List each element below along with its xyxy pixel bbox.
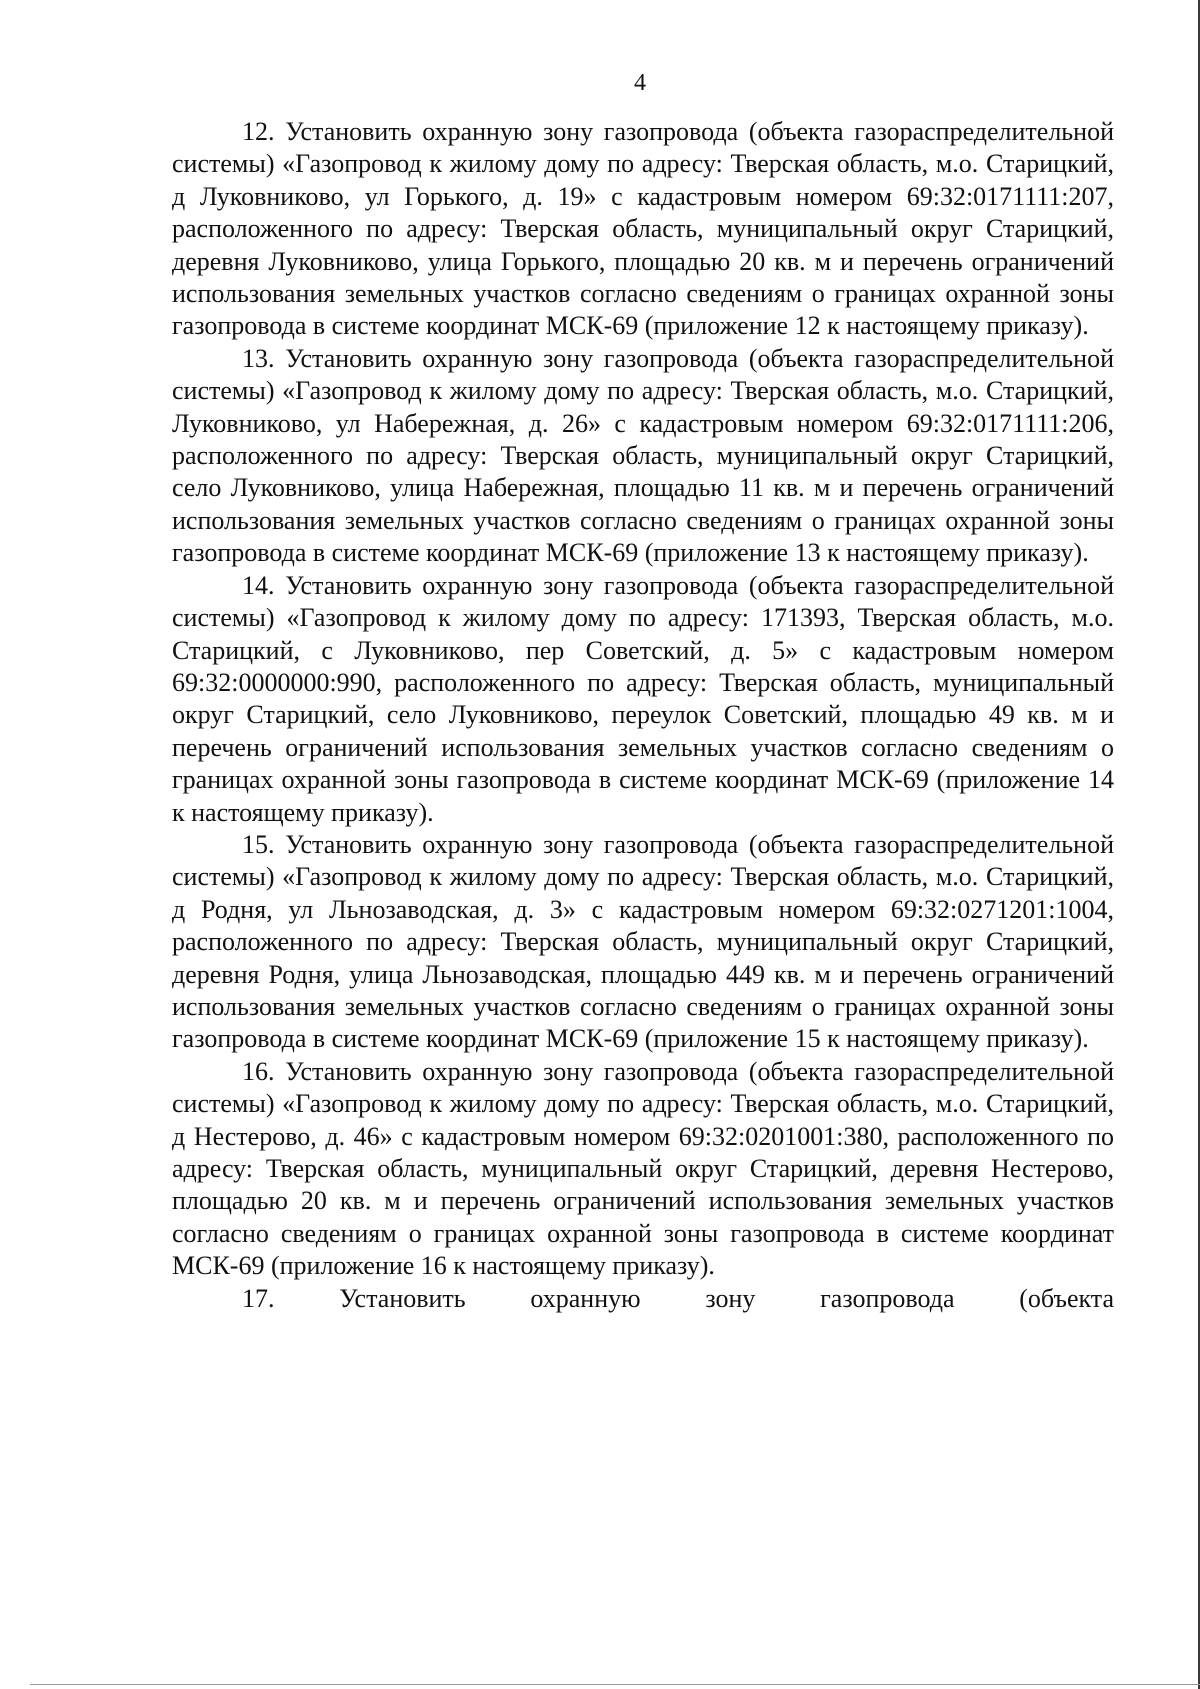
- page-number: 4: [634, 70, 646, 96]
- paragraph-15: 15. Установить охранную зону газопровода (объекта газораспределительной системы) «Газопровод к жилому дому по адресу: Тверская область, м.о. Старицкий, д Родня, ул Льнозаводская, д. 3» с кадастровым номером 69:32:0271201:1004, расположенного по адресу: Тверская область, муниципальный округ Старицкий, деревня Родня, улица Льнозаводская, площадью 449 кв. м и перечень ограничений использования земельных участков согласно сведениям о границах охранной зоны газопровода в системе координат МСК-69 (приложение 15 к настоящему приказу).: [172, 829, 1114, 1054]
- paragraph-12: 12. Установить охранную зону газопровода (объекта газораспределительной системы) «Газопровод к жилому дому по адресу: Тверская область, м.о. Старицкий, д Луковниково, ул Горького, д. 19» с кадастровым номером 69:32:0171111:207, расположенного по адресу: Тверская область, муниципальный округ Старицкий, деревня Луковниково, улица Горького, площадью 20 кв. м и перечень ограничений использования земельных участков согласно сведениям о границах охранной зоны газопровода в системе координат МСК-69 (приложение 12 к настоящему приказу).: [172, 117, 1114, 341]
- paragraph-13: 13. Установить охранную зону газопровода (объекта газораспределительной системы) «Газопровод к жилому дому по адресу: Тверская область, м.о. Старицкий, Луковниково, ул Набережная, д. 26» с кадастровым номером 69:32:0171111:206, расположенного по адресу: Тверская область, муниципальный округ Старицкий, село Луковниково, улица Набережная, площадью 11 кв. м и перечень ограничений использования земельных участков согласно сведениям о границах охранной зоны газопровода в системе координат МСК-69 (приложение 13 к настоящему приказу).: [172, 343, 1114, 568]
- scan-edge-bottom: [30, 1684, 1200, 1685]
- paragraph-16: 16. Установить охранную зону газопровода (объекта газораспределительной системы) «Газопровод к жилому дому по адресу: Тверская область, м.о. Старицкий, д Нестерово, д. 46» с кадастровым номером 69:32:0201001:380, расположенного по адресу: Тверская область, муниципальный округ Старицкий, деревня Нестерово, площадью 20 кв. м и перечень ограничений использования земельных участков согласно сведениям о границах охранной зоны газопровода в системе координат МСК-69 (приложение 16 к настоящему приказу).: [172, 1056, 1114, 1281]
- document-body: [172, 116, 1114, 1315]
- paragraph-17: 17. Установить охранную зону газопровода (объекта: [242, 1283, 1114, 1313]
- paragraph-14: 14. Установить охранную зону газопровода (объекта газораспределительной системы) «Газопровод к жилому дому по адресу: 171393, Тверская область, м.о. Старицкий, с Луковниково, пер Советский, д. 5» с кадастровым номером 69:32:0000000:990, расположенного по адресу: Тверская область, муниципальный округ Старицкий, село Луковниково, переулок Советский, площадью 49 кв. м и перечень ограничений использования земельных участков согласно сведениям о границах охранной зоны газопровода в системе координат МСК-69 (приложение 14 к настоящему приказу).: [172, 570, 1114, 827]
